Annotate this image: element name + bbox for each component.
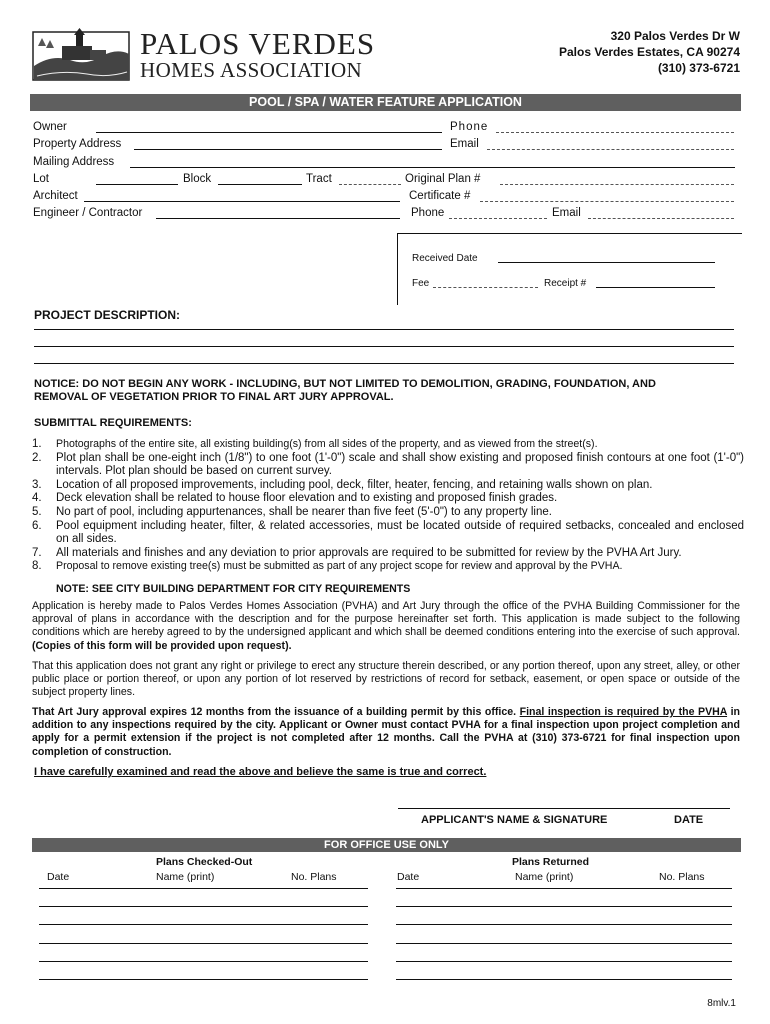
requirements-list: [32, 438, 744, 574]
log-row-line[interactable]: [396, 961, 732, 962]
notice-line-2: REMOVAL OF VEGETATION PRIOR TO FINAL ART JURY APPROVAL.: [34, 391, 394, 403]
email-field[interactable]: [487, 149, 734, 150]
col-name-print: Name (print): [156, 871, 215, 883]
lot-label: Lot: [33, 173, 49, 185]
email2-field[interactable]: [588, 218, 734, 219]
address-line1: 320 Palos Verdes Dr W: [610, 29, 740, 43]
log-row-line[interactable]: [39, 943, 368, 944]
phone-label: Phone: [450, 121, 489, 133]
office-receipt-box: [397, 233, 742, 305]
receipt-label: Receipt #: [544, 278, 587, 289]
logo: [32, 26, 132, 82]
certify-statement: I have carefully examined and read the above and believe the same is true and correct.: [34, 766, 487, 778]
certificate-field[interactable]: [480, 201, 734, 202]
col-no-plans: No. Plans: [291, 871, 337, 883]
log-row-line[interactable]: [39, 888, 368, 889]
fee-field[interactable]: [433, 287, 538, 288]
signature-line[interactable]: [398, 808, 730, 809]
address-line2: Palos Verdes Estates, CA 90274: [559, 45, 740, 59]
mailing-address-label: Mailing Address: [33, 156, 115, 168]
col-name-print-returned: Name (print): [515, 871, 574, 883]
phone2-field[interactable]: [449, 218, 547, 219]
log-row-line[interactable]: [396, 979, 732, 980]
original-plan-field[interactable]: [500, 184, 734, 185]
property-address-label: Property Address: [33, 138, 122, 150]
email-label: Email: [450, 138, 479, 150]
form-title: POOL / SPA / WATER FEATURE APPLICATION: [30, 94, 741, 111]
application-paragraph: Application is hereby made to Palos Verdes Homes Association (PVHA) and Art Jury through the office of the PVHA Building Commissioner for the approval of plans in accordance with the description and for the purpose hereinafter set forth. This application is made subject to the following conditions which are hereby agreed to by the undersigned applicant and which shall be deemed conditions entering into the exercise of such approval. (Copies of this form will be provided upon request).: [32, 600, 740, 652]
form-code: 8mlv.1: [707, 998, 736, 1009]
log-row-line[interactable]: [39, 961, 368, 962]
property-address-field[interactable]: [134, 149, 442, 150]
list-item: 1. Photographs of the entire site, all existing building(s) from all sides of the property, and as viewed from the street(s).: [32, 438, 598, 450]
project-description-line-2[interactable]: [34, 346, 734, 347]
list-item: 3. Location of all proposed improvements, including pool, deck, filter, heater, fencing, and retaining walls shown on plan.: [32, 478, 653, 491]
tract-field[interactable]: [339, 184, 401, 185]
city-note: NOTE: SEE CITY BUILDING DEPARTMENT FOR CITY REQUIREMENTS: [56, 583, 411, 595]
col-date: Date: [47, 871, 70, 883]
receipt-field[interactable]: [596, 287, 715, 288]
plans-checked-out-heading: Plans Checked-Out: [156, 856, 253, 868]
block-field[interactable]: [218, 184, 302, 185]
architect-label: Architect: [33, 190, 78, 202]
architect-field[interactable]: [84, 201, 400, 202]
phone-field[interactable]: [496, 132, 734, 133]
date-label: DATE: [674, 814, 704, 826]
signature-label: APPLICANT'S NAME & SIGNATURE: [421, 814, 608, 826]
list-item: 4. Deck elevation shall be related to house floor elevation and to existing and proposed finish grades.: [32, 492, 558, 505]
log-row-line[interactable]: [396, 906, 732, 907]
block-label: Block: [183, 173, 212, 185]
org-subtitle: HOMES ASSOCIATION: [140, 58, 363, 82]
list-item: 7. All materials and finishes and any deviation to prior approvals are required to be submitted for review by the PVHA Art Jury.: [32, 546, 682, 559]
copies-note: (Copies of this form will be provided upon request).: [32, 639, 292, 652]
received-date-field[interactable]: [498, 262, 715, 263]
log-row-line[interactable]: [39, 924, 368, 925]
engineer-field[interactable]: [156, 218, 400, 219]
list-item: 5. No part of pool, including appurtenances, shall be nearer than five feet (5'-0") to any property line.: [32, 505, 552, 518]
phone2-label: Phone: [411, 207, 445, 219]
log-row-line[interactable]: [396, 924, 732, 925]
col-no-plans-returned: No. Plans: [659, 871, 705, 883]
office-use-bar: FOR OFFICE USE ONLY: [32, 838, 741, 852]
owner-label: Owner: [33, 121, 67, 133]
mailing-address-field[interactable]: [130, 167, 735, 168]
notice-line-1: NOTICE: DO NOT BEGIN ANY WORK - INCLUDING, BUT NOT LIMITED TO DEMOLITION, GRADING, FOUNDATION, AND: [34, 378, 656, 390]
submittal-heading: SUBMITTAL REQUIREMENTS:: [34, 417, 192, 429]
project-description-heading: PROJECT DESCRIPTION:: [34, 308, 181, 322]
email2-label: Email: [552, 207, 581, 219]
log-row-line[interactable]: [39, 979, 368, 980]
list-item: 8. Proposal to remove existing tree(s) must be submitted as part of any project scope for review and approval by the PVHA.: [32, 560, 623, 573]
certificate-label: Certificate #: [409, 190, 471, 202]
list-item: 6. Pool equipment including heater, filter, & related accessories, must be located outside of required setbacks, concealed and enclosed on all sides.: [32, 519, 744, 546]
expiry-paragraph: That Art Jury approval expires 12 months from the issuance of a building permit by this office. Final inspection is required by the PVHA in addition to any inspections required by the city. Applicant or Owner must contact PVHA for a final inspection upon project completion and apply for a permit extension if the project is not completed after 12 months. Call the PVHA at (310) 373-6721 for final inspection upon completion of construction.: [32, 706, 741, 758]
received-date-label: Received Date: [412, 253, 478, 264]
project-description-line-3[interactable]: [34, 363, 734, 364]
lot-field[interactable]: [96, 184, 178, 185]
original-plan-label: Original Plan #: [405, 173, 481, 185]
col-date-returned: Date: [397, 871, 420, 883]
phone-number: (310) 373-6721: [657, 61, 740, 75]
engineer-label: Engineer / Contractor: [33, 207, 143, 219]
tract-label: Tract: [306, 173, 332, 185]
org-name: PALOS VERDES: [140, 26, 376, 61]
rights-paragraph: That this application does not grant any right or privilege to erect any structure therein described, or any portion thereof, upon any street, alley, or other public place or portion thereof, or upon any portion of lot reserved by restrictions of record for setback, easement, or open space or outside of the subject property lines.: [32, 660, 740, 699]
fee-label: Fee: [412, 278, 430, 289]
log-row-line[interactable]: [39, 906, 368, 907]
owner-field[interactable]: [96, 132, 442, 133]
list-item: 2. Plot plan shall be one-eight inch (1/8") to one foot (1'-0") scale and shall show existing and proposed finish contours at one foot (1'-0") intervals. Plot plan should be based on current survey.: [32, 451, 744, 478]
plans-returned-heading: Plans Returned: [512, 856, 590, 868]
log-row-line[interactable]: [396, 943, 732, 944]
log-row-line[interactable]: [396, 888, 732, 889]
project-description-line-1[interactable]: [34, 329, 734, 330]
